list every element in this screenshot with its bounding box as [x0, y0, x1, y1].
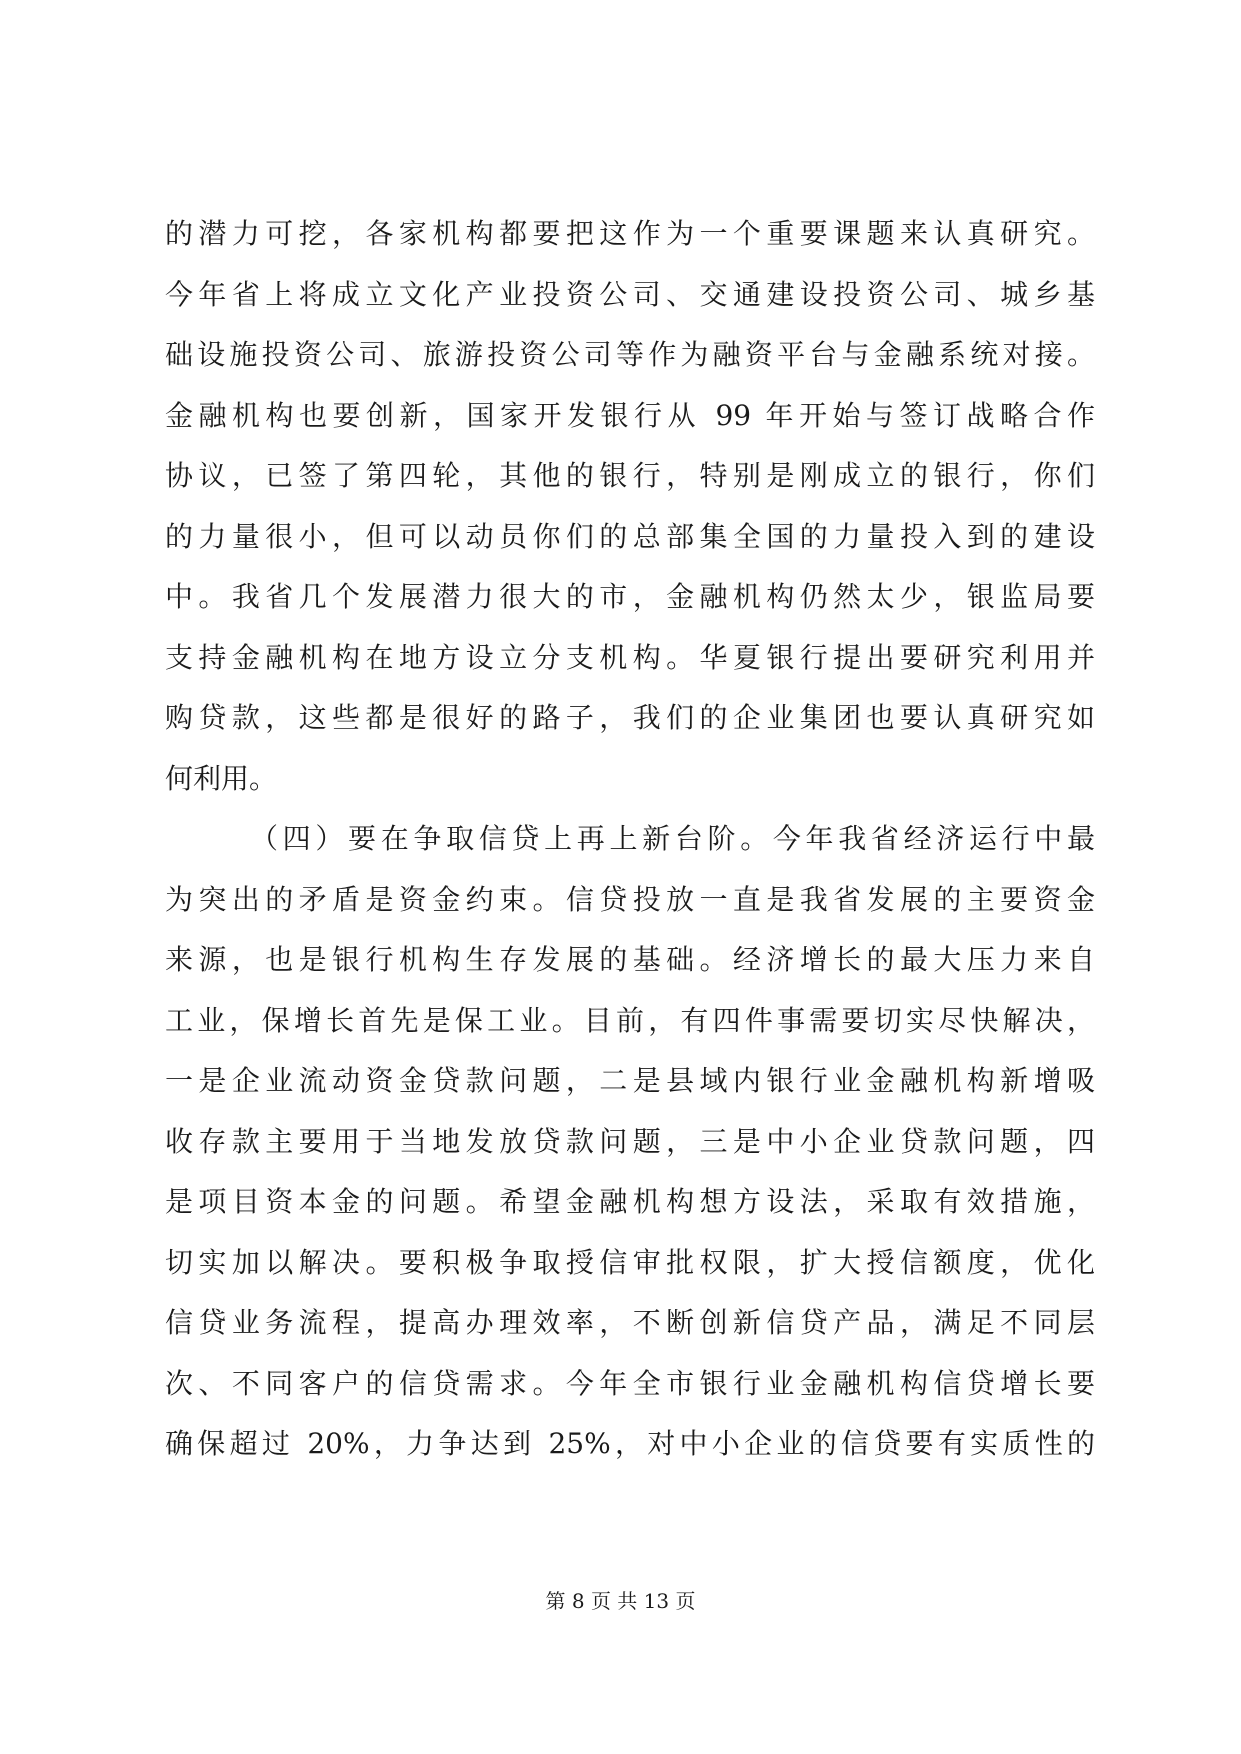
- text-line: 信贷业务流程，提高办理效率，不断创新信贷产品，满足不同层: [165, 1306, 1095, 1339]
- text-line: 工业，保增长首先是保工业。目前，有四件事需要切实尽快解决，: [165, 1003, 1095, 1037]
- text-line: 今年省上将成立文化产业投资公司、交通建设投资公司、城乡基: [165, 277, 1095, 311]
- text-line: 何利用。: [165, 761, 278, 795]
- body-text: [165, 204, 1095, 1475]
- text-line: 确保超过 20%，力争达到 25%，对中小企业的信贷要有实质性的: [165, 1427, 1095, 1460]
- text-line: 切实加以解决。要积极争取授信审批权限，扩大授信额度，优化: [165, 1245, 1095, 1279]
- text-line: 为突出的矛盾是资金约束。信贷投放一直是我省发展的主要资金: [165, 882, 1095, 916]
- text-line: 支持金融机构在地方设立分支机构。华夏银行提出要研究利用并: [165, 640, 1095, 674]
- text-line: 购贷款，这些都是很好的路子，我们的企业集团也要认真研究如: [165, 701, 1095, 734]
- text-line: 次、不同客户的信贷需求。今年全市银行业金融机构信贷增长要: [165, 1366, 1095, 1400]
- text-line: 金融机构也要创新，国家开发银行从 99 年开始与签订战略合作: [165, 398, 1095, 432]
- text-line: 协议，已签了第四轮，其他的银行，特别是刚成立的银行，你们: [165, 459, 1095, 492]
- page-number-footer: 第 8 页 共 13 页: [545, 1589, 696, 1613]
- text-line: 一是企业流动资金贷款问题，二是县域内银行业金融机构新增吸: [165, 1064, 1095, 1097]
- section-heading-line: （四）要在争取信贷上再上新台阶。今年我省经济运行中最: [250, 822, 1095, 855]
- text-line: 的潜力可挖，各家机构都要把这作为一个重要课题来认真研究。: [165, 217, 1095, 250]
- text-line: 中。我省几个发展潜力很大的市，金融机构仍然太少，银监局要: [165, 580, 1095, 613]
- text-line: 础设施投资公司、旅游投资公司等作为融资平台与金融系统对接。: [165, 338, 1095, 371]
- text-line: 来源，也是银行机构生存发展的基础。经济增长的最大压力来自: [165, 943, 1095, 976]
- text-line: 收存款主要用于当地发放贷款问题，三是中小企业贷款问题，四: [165, 1124, 1095, 1158]
- text-line: 是项目资本金的问题。希望金融机构想方设法，采取有效措施，: [165, 1185, 1095, 1218]
- text-line: 的力量很小，但可以动员你们的总部集全国的力量投入到的建设: [165, 519, 1095, 553]
